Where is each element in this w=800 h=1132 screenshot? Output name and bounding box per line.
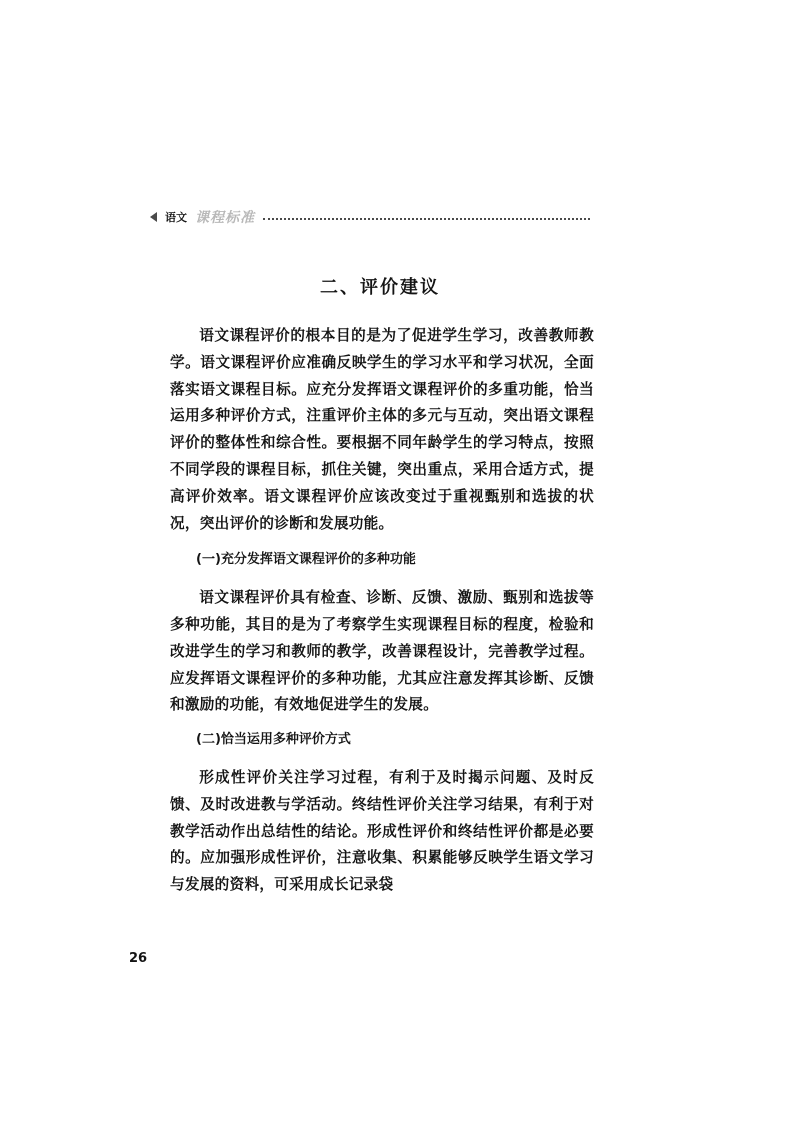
- paragraph-intro: 语文课程评价的根本目的是为了促进学生学习，改善教师教学。语文课程评价应准确反映学生的学习水平和学习状况，全面落实语文课程目标。应充分发挥语文课程评价的多重功能，恰当运用多种评价方式，注重评价主体的多元与互动，突出语文课程评价的整体性和综合性。要根据不同年龄学生的学习特点，按照不同学段的课程目标，抓住关键，突出重点，采用合适方式，提高评价效率。语文课程评价应该改变过于重视甄别和选拔的状况，突出评价的诊断和发展功能。: [170, 327, 594, 532]
- running-header: [150, 207, 590, 227]
- section-title: 二、评价建议: [320, 277, 440, 298]
- page-number: 26: [129, 951, 148, 966]
- header-series-title: 课程标准: [195, 210, 255, 226]
- header-dotted-rule: [263, 218, 590, 220]
- paragraph-functions: 语文课程评价具有检查、诊断、反馈、激励、甄别和选拔等多种功能，其目的是为了考察学生实现课程目标的程度，检验和改进学生的学习和教师的教学，改善课程设计，完善教学过程。应发挥语文课程评价的多种功能，尤其应注意发挥其诊断、反馈和激励的功能，有效地促进学生的发展。: [170, 589, 594, 714]
- page-body: [170, 323, 594, 899]
- header-arrow-icon: [150, 212, 157, 222]
- header-subject: 语文: [165, 211, 187, 224]
- paragraph-methods: 形成性评价关注学习过程，有利于及时揭示问题、及时反馈、及时改进教与学活动。终结性评价关注学习结果，有利于对教学活动作出总结性的结论。形成性评价和终结性评价都是必要的。应加强形成性评价，注意收集、积累能够反映学生语文学习与发展的资料，可采用成长记录袋: [170, 768, 594, 894]
- subheading-functions: (一)充分发挥语文课程评价的多种功能: [196, 552, 416, 568]
- subheading-methods: (二)恰当运用多种评价方式: [196, 732, 351, 748]
